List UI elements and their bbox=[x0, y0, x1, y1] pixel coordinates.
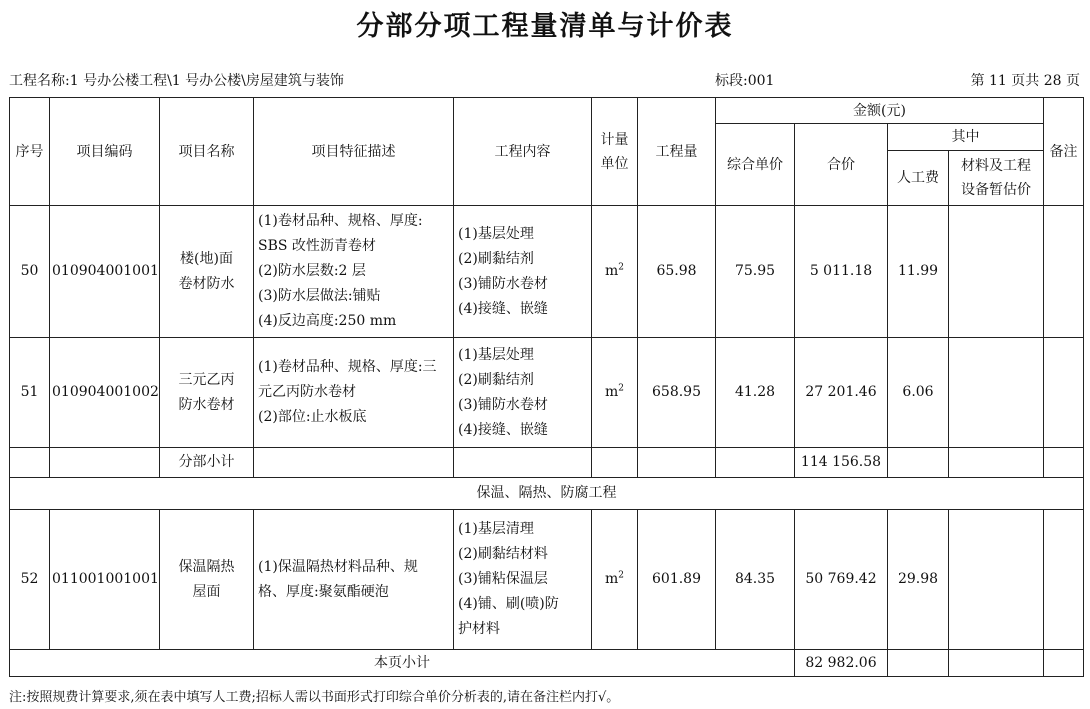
page-total-row: 本页小计 82 982.06 bbox=[10, 650, 1084, 677]
header-unit: 计量单位 bbox=[592, 98, 638, 206]
features-cell: (1)保温隔热材料品种、规 格、厚度:聚氨酯硬泡 bbox=[254, 510, 454, 650]
work-cell: (1)基层处理 (2)刷黏结剂 (3)铺防水卷材 (4)接缝、嵌缝 bbox=[454, 206, 592, 338]
header-amount: 金额(元) bbox=[716, 98, 1044, 124]
header-remarks: 备注 bbox=[1044, 98, 1084, 206]
work-cell: (1)基层清理 (2)刷黏结材料 (3)铺粘保温层 (4)铺、刷(喷)防 护材料 bbox=[454, 510, 592, 650]
header-code: 项目编码 bbox=[50, 98, 160, 206]
header-name: 项目名称 bbox=[160, 98, 254, 206]
features-cell: (1)卷材品种、规格、厚度: SBS 改性沥青卷材 (2)防水层数:2 层 (3)防水层做法:铺贴 (4)反边高度:250 mm bbox=[254, 206, 454, 338]
header-seq: 序号 bbox=[10, 98, 50, 206]
header-features: 项目特征描述 bbox=[254, 98, 454, 206]
work-cell: (1)基层处理 (2)刷黏结剂 (3)铺防水卷材 (4)接缝、嵌缝 bbox=[454, 338, 592, 448]
header-labor: 人工费 bbox=[888, 151, 949, 206]
subtotal-row: 分部小计 114 156.58 bbox=[10, 448, 1084, 478]
features-cell: (1)卷材品种、规格、厚度:三 元乙丙防水卷材 (2)部位:止水板底 bbox=[254, 338, 454, 448]
header-qty: 工程量 bbox=[638, 98, 716, 206]
footnote: 注:按照规费计算要求,须在表中填写人工费;招标人需以书面形式打印综合单价分析表的,请在备注栏内打√。 bbox=[9, 690, 620, 705]
section-label: 标段:001 bbox=[715, 73, 775, 89]
table-row: 52 011001001001 保温隔热屋面 (1)保温隔热材料品种、规 格、厚度:聚氨酯硬泡 (1)基层清理 (2)刷黏结材料 (3)铺粘保温层 (4)铺、刷(喷)防 护材料 $m^2$ 601.89 84.35 50 769.42 29.98 bbox=[10, 510, 1084, 650]
header-material: 材料及工程设备暂估价 bbox=[949, 151, 1044, 206]
bill-table bbox=[9, 97, 1084, 677]
section-heading-row: 保温、隔热、防腐工程 bbox=[10, 478, 1084, 510]
header-work: 工程内容 bbox=[454, 98, 592, 206]
page-title: 分部分项工程量清单与计价表 bbox=[356, 11, 734, 42]
header-among: 其中 bbox=[888, 124, 1044, 151]
header-unit-price: 综合单价 bbox=[716, 124, 795, 206]
header-total: 合价 bbox=[795, 124, 888, 206]
project-name: 工程名称:1 号办公楼工程\1 号办公楼\房屋建筑与装饰 bbox=[9, 73, 344, 89]
page-info: 第 11 页共 28 页 bbox=[970, 73, 1080, 89]
table-row: 50 010904001001 楼(地)面卷材防水 (1)卷材品种、规格、厚度: SBS 改性沥青卷材 (2)防水层数:2 层 (3)防水层做法:铺贴 (4)反边高度:250 mm (1)基层处理 (2)刷黏结剂 (3)铺防水卷材 (4)接缝、嵌缝 $m^2$ 65.98 75.95 5 011.18 11.99 bbox=[10, 206, 1084, 338]
table-row: 51 010904001002 三元乙丙防水卷材 (1)卷材品种、规格、厚度:三 元乙丙防水卷材 (2)部位:止水板底 (1)基层处理 (2)刷黏结剂 (3)铺防水卷材 (4)接缝、嵌缝 $m^2$ 658.95 41.28 27 201.46 6.06 bbox=[10, 338, 1084, 448]
